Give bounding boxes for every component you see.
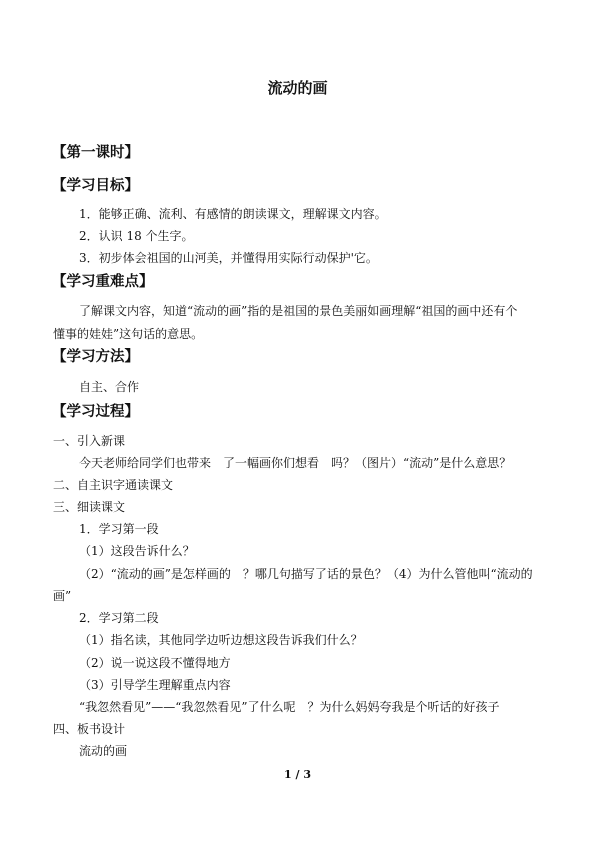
process-line: （3）引导学生理解重点内容 [79, 678, 231, 692]
goal-item: 1．能够正确、流利、有感情的朗读课文，理解课文内容。 [79, 207, 387, 221]
process-line: 2．学习第二段 [79, 611, 159, 625]
process-line: （2）说一说这段不懂得地方 [79, 656, 231, 670]
section-heading-focus: 【学习重难点】 [52, 274, 154, 290]
process-line: 画” [53, 589, 72, 603]
focus-line: 了解课文内容，知道“流动的画”指的是祖国的景色美丽如画理解“祖国的画中还有个 [79, 304, 518, 318]
process-line: “我忽然看见”——“我忽然看见”了什么呢 ？为什么妈妈夸我是个听话的好孩子 [79, 700, 500, 714]
goal-item: 2．认识 18 个生字。 [79, 229, 194, 243]
section-heading-lesson: 【第一课时】 [52, 145, 139, 161]
document-title: 流动的画 [267, 79, 328, 97]
page-number: 1 / 3 [284, 768, 311, 781]
process-line: 1．学习第一段 [79, 522, 159, 536]
process-line: 三、细读课文 [53, 500, 126, 514]
process-line: （1）指名读，其他同学边听边想这段告诉我们什么？ [79, 633, 363, 647]
process-line: 流动的画 [79, 744, 128, 758]
section-heading-method: 【学习方法】 [52, 349, 139, 365]
process-line: 二、自主识字通读课文 [53, 478, 174, 492]
method-text: 自主、合作 [79, 380, 140, 394]
goal-item: 3．初步体会祖国的山河美，并懂得用实际行动保护'它。 [79, 251, 378, 265]
process-line: 今天老师给同学们也带来 了一幅画你们想看 吗？（图片）“流动”是什么意思？ [79, 456, 512, 470]
focus-line: 懂事的娃娃”这句话的意思。 [53, 327, 204, 341]
process-line: （2）“流动的画”是怎样画的 ？哪几句描写了话的景色？（4）为什么管他叫“流动的 [79, 567, 533, 581]
process-line: 一、引入新课 [53, 434, 126, 448]
section-heading-process: 【学习过程】 [52, 404, 139, 420]
section-heading-goals: 【学习目标】 [52, 178, 139, 194]
process-line: 四、板书设计 [53, 722, 126, 736]
process-line: （1）这段告诉什么？ [79, 544, 195, 558]
